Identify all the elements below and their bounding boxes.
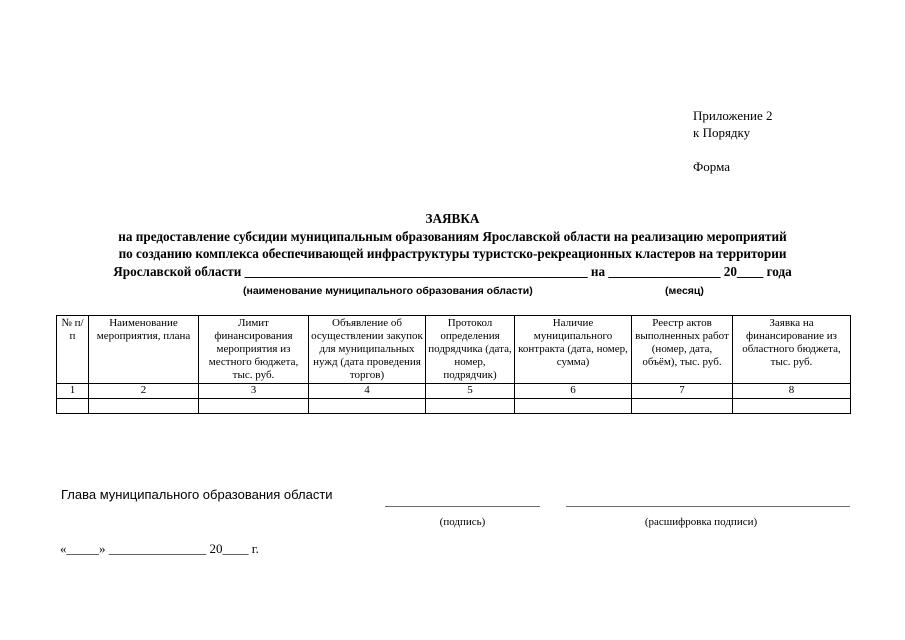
appendix-number: Приложение 2 [693, 108, 773, 123]
header-event-name: Наименование мероприятия, плана [89, 316, 199, 384]
header-procurement-notice: Объявление об осуществлении закупок для муниципальных нужд (дата проведения торгов) [309, 316, 426, 384]
empty-cell[interactable] [733, 399, 851, 414]
column-number-cell: 6 [515, 384, 632, 399]
table-row-empty [57, 399, 851, 414]
column-number-cell: 3 [199, 384, 309, 399]
title-heading: ЗАЯВКА [425, 211, 480, 226]
header-local-budget-limit: Лимит финансирования мероприятия из местного бюджета, тыс. руб. [199, 316, 309, 384]
title-line-2: по созданию комплекса обеспечивающей инфраструктуры туристско-рекреационных кластеров на территории [118, 246, 787, 261]
appendix-note [693, 107, 773, 175]
document-title [40, 210, 865, 280]
signature-line[interactable] [385, 506, 540, 507]
title-line-3: Ярославской области ____________________________________________________ на _________________ 20____ года [113, 263, 792, 279]
appendix-reference: к Порядку [693, 125, 751, 140]
caption-month: (месяц) [665, 285, 704, 297]
table-row-column-numbers [57, 384, 851, 399]
appendix-form-label: Форма [693, 159, 730, 174]
header-regional-funding-request: Заявка на финансирование из областного бюджета, тыс. руб. [733, 316, 851, 384]
header-contractor-protocol: Протокол определения подрядчика (дата, номер, подрядчик) [426, 316, 515, 384]
column-number-cell: 5 [426, 384, 515, 399]
empty-cell[interactable] [426, 399, 515, 414]
column-number-cell: 7 [632, 384, 733, 399]
column-number-cell: 2 [89, 384, 199, 399]
column-number-cell: 1 [57, 384, 89, 399]
empty-cell[interactable] [309, 399, 426, 414]
signature-decoding-line[interactable] [566, 506, 850, 507]
empty-cell[interactable] [632, 399, 733, 414]
application-table [56, 315, 851, 414]
empty-cell[interactable] [199, 399, 309, 414]
empty-cell[interactable] [57, 399, 89, 414]
header-acts-registry: Реестр актов выполненных работ (номер, дата, объём), тыс. руб. [632, 316, 733, 384]
empty-cell[interactable] [515, 399, 632, 414]
column-number-cell: 4 [309, 384, 426, 399]
empty-cell[interactable] [89, 399, 199, 414]
head-of-municipality-label: Глава муниципального образования области [61, 487, 333, 502]
signature-decoding-caption: (расшифровка подписи) [644, 516, 758, 528]
header-number: № п/п [57, 316, 89, 384]
column-number-cell: 8 [733, 384, 851, 399]
header-municipal-contract: Наличие муниципального контракта (дата, номер, сумма) [515, 316, 632, 384]
date-line: «_____» _______________ 20____ г. [60, 541, 259, 556]
table-header-row [57, 316, 851, 384]
caption-municipality: (наименование муниципального образования области) [243, 285, 533, 297]
signature-caption: (подпись) [439, 516, 486, 528]
title-line-1: на предоставление субсидии муниципальным образованиям Ярославской области на реализацию мероприятий [118, 228, 787, 244]
